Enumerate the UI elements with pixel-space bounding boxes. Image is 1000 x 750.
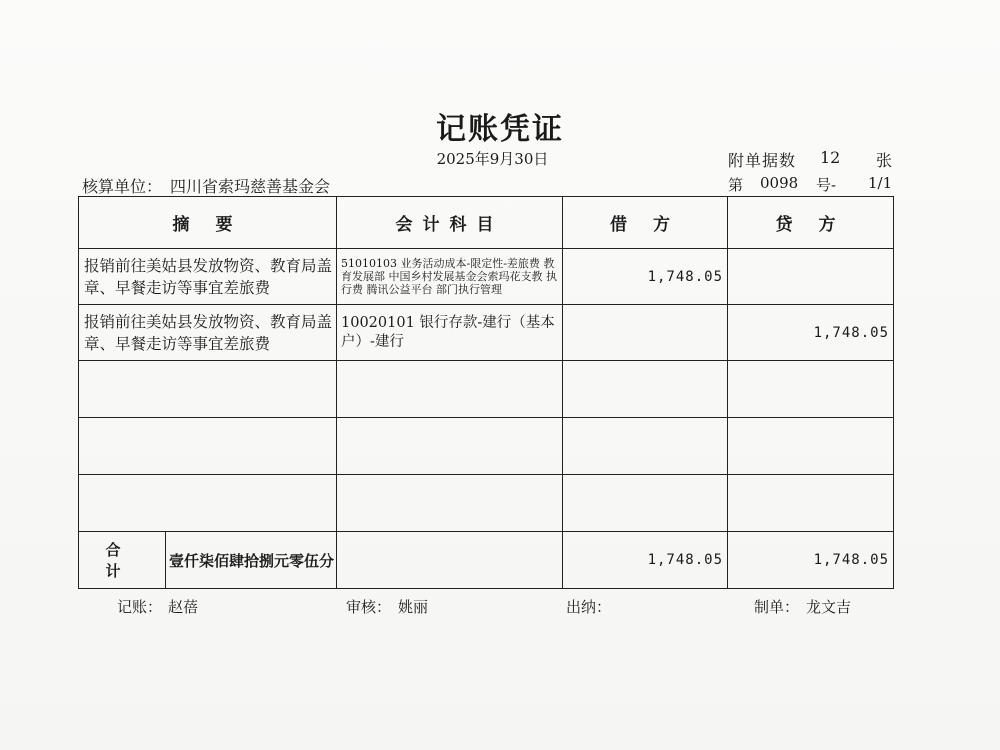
empty-row (79, 418, 894, 475)
empty-cell (563, 418, 728, 475)
empty-cell (728, 418, 894, 475)
header-account: 会计科目 (337, 197, 563, 249)
total-cell (79, 532, 337, 589)
credit-cell (728, 249, 894, 305)
table-row (79, 249, 894, 305)
voucher-no-suffix: 号- (816, 176, 837, 194)
table-row (79, 305, 894, 361)
empty-row (79, 475, 894, 532)
debit-cell (563, 305, 728, 361)
total-words-continued (337, 532, 563, 589)
voucher-number (728, 174, 898, 194)
cashier-label: 出纳： (566, 598, 612, 616)
summary-cell: 报销前往美姑县发放物资、教育局盖章、早餐走访等事宜差旅费 (79, 305, 337, 361)
voucher-no-value: 0098 (760, 174, 799, 192)
total-amount-words: 壹仟柒佰肆拾捌元零伍分 (169, 551, 335, 570)
reviewer-label: 审核： (346, 598, 392, 616)
table-header-row (79, 197, 894, 249)
header-debit: 借 方 (563, 197, 728, 249)
empty-cell (563, 475, 728, 532)
credit-cell: 1,748.05 (728, 305, 894, 361)
header-summary: 摘 要 (79, 197, 337, 249)
empty-cell (337, 418, 563, 475)
header-credit: 贷 方 (728, 197, 894, 249)
empty-row (79, 361, 894, 418)
attachment-label: 附单据数 (728, 151, 797, 170)
attachment-unit: 张 (876, 151, 893, 170)
preparer-name: 龙文吉 (806, 598, 852, 616)
reviewer-name: 姚丽 (398, 598, 429, 616)
total-row (79, 532, 894, 589)
attachment-info (728, 148, 893, 171)
preparer-label: 制单： (754, 598, 800, 616)
accounting-unit-name: 四川省索玛慈善基金会 (170, 177, 331, 196)
empty-cell (337, 361, 563, 418)
total-label: 合 计 (79, 532, 166, 588)
attachment-count: 12 (820, 148, 841, 167)
total-credit: 1,748.05 (728, 532, 894, 589)
accounting-unit (82, 174, 330, 197)
account-cell: 10020101 银行存款-建行（基本户）-建行 (337, 305, 563, 361)
debit-cell: 1,748.05 (563, 249, 728, 305)
voucher-no-label: 第 (728, 176, 744, 194)
empty-cell (728, 475, 894, 532)
voucher-table (78, 196, 894, 589)
accounting-unit-label: 核算单位： (82, 177, 163, 196)
total-debit: 1,748.05 (563, 532, 728, 589)
bookkeeper-name: 赵蓓 (168, 598, 199, 616)
voucher-page: 1/1 (868, 174, 893, 192)
empty-cell (79, 475, 337, 532)
empty-cell (563, 361, 728, 418)
account-cell: 51010103 业务活动成本-限定性-差旅费 教育发展部 中国乡村发展基金会索玛花支教 执行费 腾讯公益平台 部门执行管理 (337, 249, 563, 305)
bookkeeper-label: 记账： (117, 598, 163, 616)
voucher-title: 记账凭证 (436, 112, 564, 147)
empty-cell (337, 475, 563, 532)
empty-cell (79, 418, 337, 475)
empty-cell (79, 361, 337, 418)
voucher-date: 2025年9月30日 (436, 150, 549, 168)
summary-cell: 报销前往美姑县发放物资、教育局盖章、早餐走访等事宜差旅费 (79, 249, 337, 305)
empty-cell (728, 361, 894, 418)
